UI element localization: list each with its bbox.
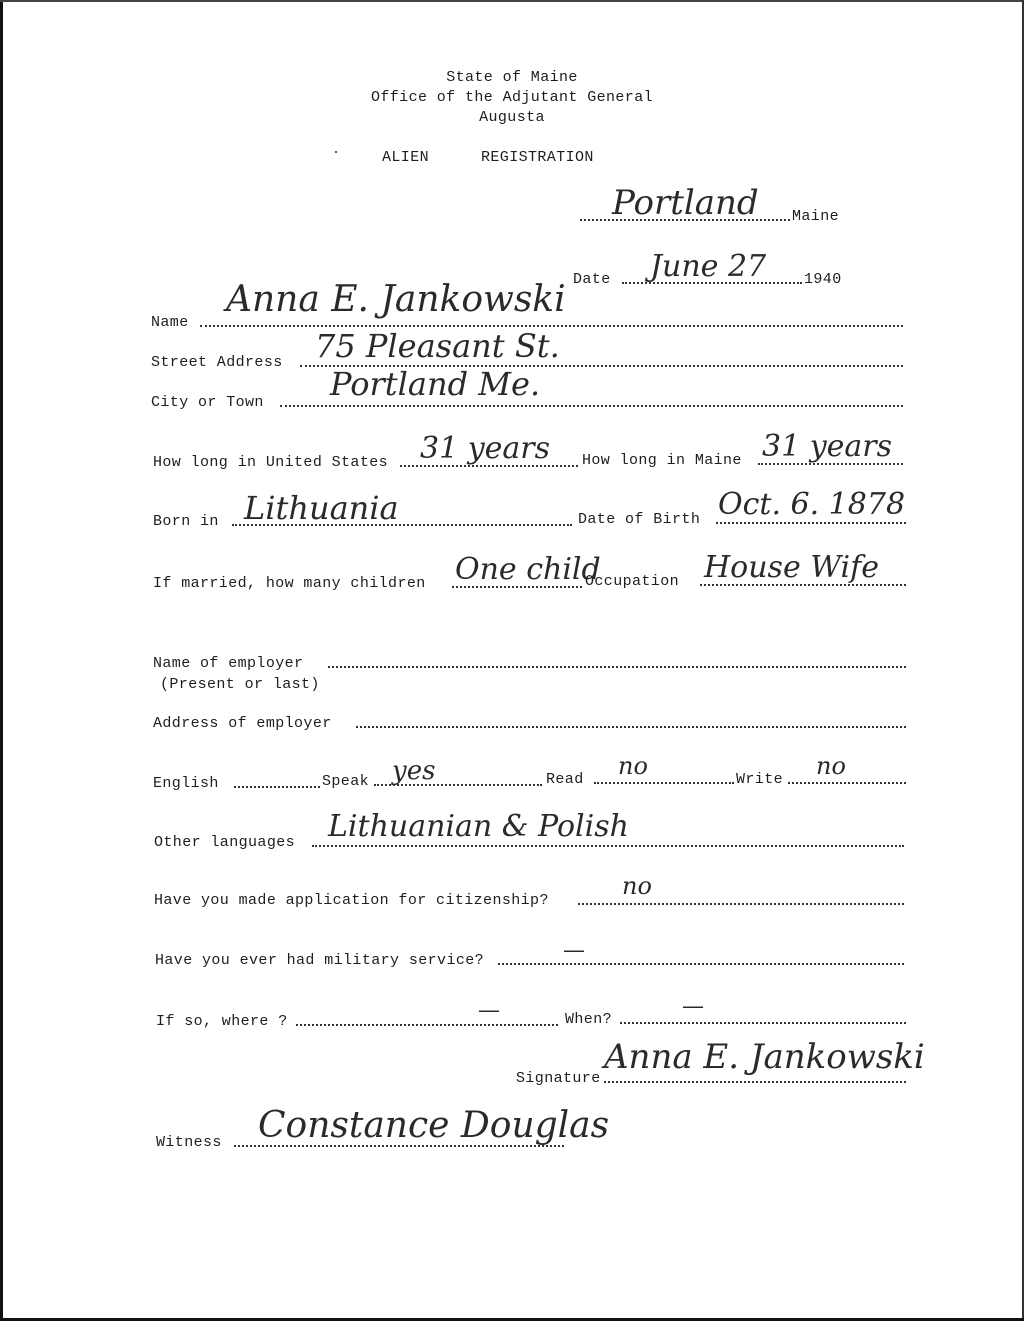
form-title-registration: REGISTRATION [481, 149, 594, 166]
born-in-label: Born in [153, 513, 219, 530]
witness-label: Witness [156, 1134, 222, 1151]
date-handwritten: June 27 [650, 249, 767, 284]
how-long-maine-label: How long in Maine [582, 452, 742, 469]
military-dots [498, 963, 904, 965]
read-label: Read [546, 771, 584, 788]
city-label: City or Town [151, 394, 264, 411]
street-address-value: 75 Pleasant St. [315, 327, 560, 365]
signature-label: Signature [516, 1070, 601, 1087]
children-label: If married, how many children [153, 575, 426, 592]
military-label: Have you ever had military service? [155, 952, 485, 969]
date-label: Date [573, 271, 611, 288]
employer-name-sublabel: (Present or last) [160, 676, 320, 693]
write-label: Write [736, 771, 784, 788]
date-of-birth-dots [716, 522, 906, 524]
signature-dots [604, 1081, 906, 1083]
stray-mark [335, 151, 337, 153]
citizenship-label: Have you made application for citizenship? [154, 892, 549, 909]
english-dots [234, 786, 320, 788]
how-long-us-value: 31 years [420, 431, 551, 466]
street-address-label: Street Address [151, 354, 283, 371]
employer-name-dots [328, 666, 906, 668]
write-dots [788, 782, 906, 784]
date-of-birth-value: Oct. 6. 1878 [718, 487, 906, 522]
where-label: If so, where ? [156, 1013, 288, 1030]
city-dots [280, 405, 903, 407]
place-handwritten: Portland [612, 183, 759, 223]
write-value: no [816, 752, 846, 780]
other-languages-dots [312, 845, 904, 847]
speak-value: yes [392, 756, 436, 786]
where-dots [296, 1024, 558, 1026]
read-value: no [618, 752, 648, 780]
when-label: When? [565, 1011, 613, 1028]
speak-label: Speak [322, 773, 370, 790]
english-label: English [153, 775, 219, 792]
form-title-alien: ALIEN [382, 149, 430, 166]
children-value: One child [455, 552, 601, 587]
page-edge-left [0, 0, 3, 1321]
born-in-value: Lithuania [244, 489, 399, 527]
page-edge-top [0, 0, 1024, 2]
place-maine: Maine [792, 208, 840, 225]
header-office: Office of the Adjutant General [370, 89, 654, 106]
city-value: Portland Me. [330, 365, 541, 403]
citizenship-dots [578, 903, 904, 905]
signature-value: Anna E. Jankowski [604, 1037, 925, 1077]
occupation-label: Occupation [585, 573, 680, 590]
header-state: State of Maine [446, 69, 578, 86]
name-value: Anna E. Jankowski [226, 279, 566, 320]
when-dots [620, 1022, 906, 1024]
employer-name-label: Name of employer [153, 655, 304, 672]
name-label: Name [151, 314, 189, 331]
where-value: — [478, 998, 500, 1023]
citizenship-value: no [622, 872, 652, 900]
employer-address-dots [356, 726, 906, 728]
employer-address-label: Address of employer [153, 715, 332, 732]
how-long-maine-value: 31 years [762, 429, 893, 464]
how-long-us-label: How long in United States [153, 454, 389, 471]
occupation-value: House Wife [704, 550, 879, 585]
read-dots [594, 782, 734, 784]
other-languages-label: Other languages [154, 834, 296, 851]
military-value: — [563, 938, 585, 963]
date-of-birth-label: Date of Birth [578, 511, 701, 528]
when-value: — [682, 994, 704, 1019]
witness-value: Constance Douglas [258, 1105, 610, 1146]
header-city: Augusta [479, 109, 545, 126]
other-languages-value: Lithuanian & Polish [328, 809, 629, 844]
date-year: 1940 [804, 271, 842, 288]
